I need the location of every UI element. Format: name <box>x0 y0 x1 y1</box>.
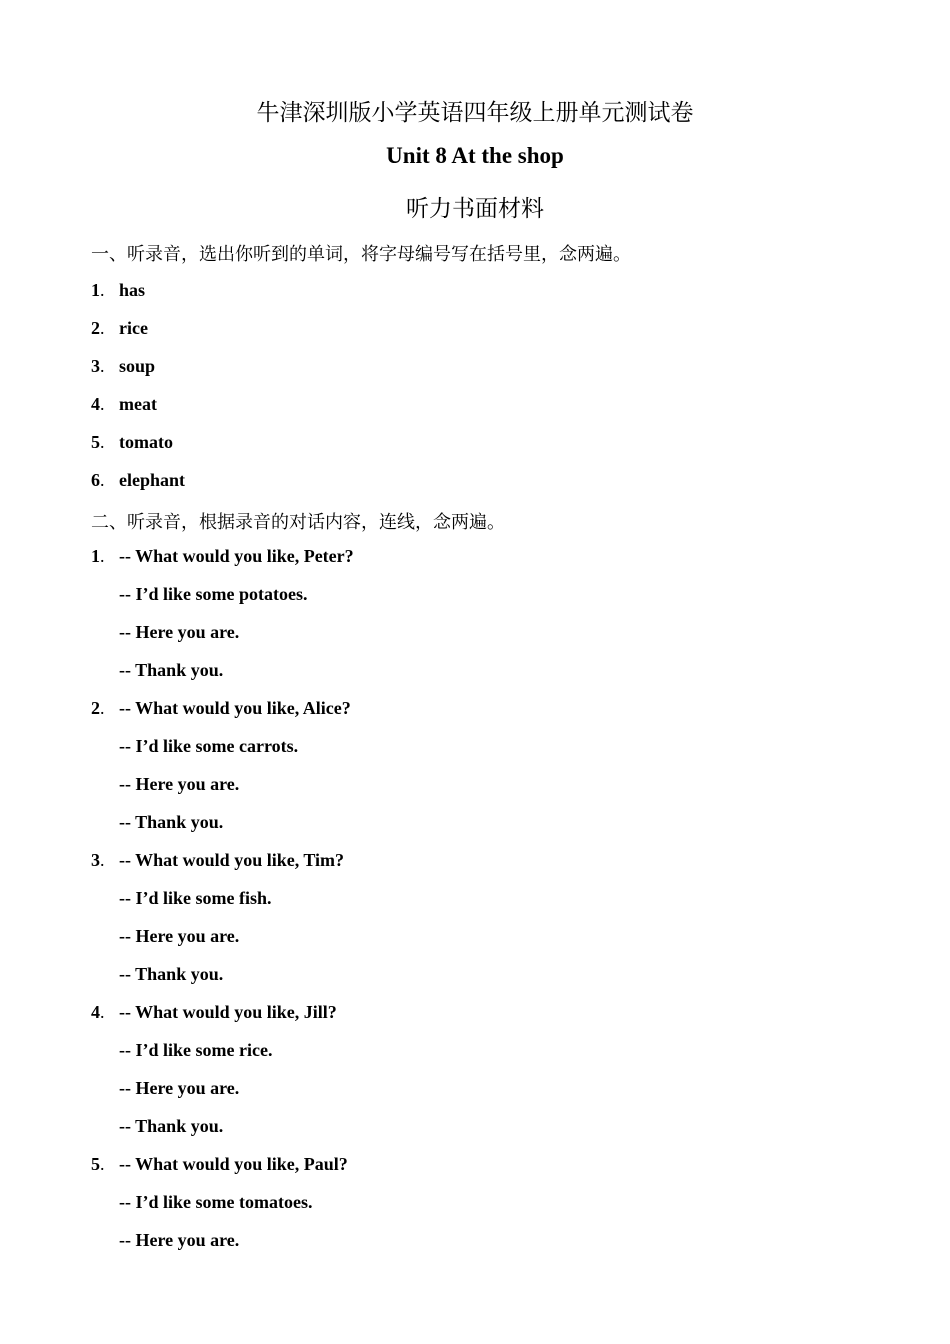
item-number: 1. <box>91 280 105 300</box>
dialogue-line: -- Thank you. <box>119 964 224 984</box>
word-item <box>91 280 145 304</box>
dialogue-line: 1. -- What would you like, Peter? <box>91 546 354 566</box>
dialogue-line: -- Thank you. <box>119 812 224 832</box>
dialogue-line: -- Thank you. <box>119 660 224 680</box>
dialogue-line: -- Thank you. <box>119 1116 224 1136</box>
item-word: elephant <box>119 470 186 490</box>
section1-heading: 一、听录音，选出你听到的单词，将字母编号写在括号里，念两遍。 <box>91 244 631 264</box>
item-word: meat <box>119 394 157 414</box>
section2-heading: 二、听录音，根据录音的对话内容，连线，念两遍。 <box>91 512 505 532</box>
item-word: rice <box>119 318 148 338</box>
item-number: 3. <box>91 356 105 376</box>
document-subtitle-cn: 听力书面材料 <box>406 196 544 221</box>
dialogue-line: 2. -- What would you like, Alice? <box>91 698 351 718</box>
item-word: has <box>119 280 146 300</box>
dialogue-line: -- Here you are. <box>119 1230 240 1250</box>
item-word: soup <box>119 356 156 376</box>
dialogue-number: 1. <box>91 546 105 566</box>
dialogue-number: 2. <box>91 698 105 718</box>
dialogue-line: 5. -- What would you like, Paul? <box>91 1154 348 1174</box>
item-word: tomato <box>119 432 173 452</box>
unit-title: Unit 8 At the shop <box>386 143 564 168</box>
dialogue-line: -- I’d like some potatoes. <box>119 584 308 604</box>
dialogue-line: -- Here you are. <box>119 926 240 946</box>
dialogue-line: -- I’d like some carrots. <box>119 736 299 756</box>
dialogue-number: 5. <box>91 1154 105 1174</box>
dialogue-number: 3. <box>91 850 105 870</box>
word-item <box>91 356 155 380</box>
dialogue-line: 4. -- What would you like, Jill? <box>91 1002 337 1022</box>
item-number: 4. <box>91 394 105 414</box>
dialogue-line: -- Here you are. <box>119 1078 240 1098</box>
dialogue-line: -- I’d like some fish. <box>119 888 272 908</box>
dialogue-number: 4. <box>91 1002 105 1022</box>
word-item <box>91 318 148 342</box>
document-title-cn: 牛津深圳版小学英语四年级上册单元测试卷 <box>256 100 694 125</box>
word-item <box>91 394 157 418</box>
word-item <box>91 432 173 456</box>
dialogue-line: -- I’d like some tomatoes. <box>119 1192 313 1212</box>
dialogue-line: -- I’d like some rice. <box>119 1040 273 1060</box>
item-number: 5. <box>91 432 105 452</box>
item-number: 2. <box>91 318 105 338</box>
item-number: 6. <box>91 470 105 490</box>
dialogue-line: -- Here you are. <box>119 622 240 642</box>
word-item <box>91 470 185 494</box>
dialogue-line: 3. -- What would you like, Tim? <box>91 850 345 870</box>
dialogue-line: -- Here you are. <box>119 774 240 794</box>
